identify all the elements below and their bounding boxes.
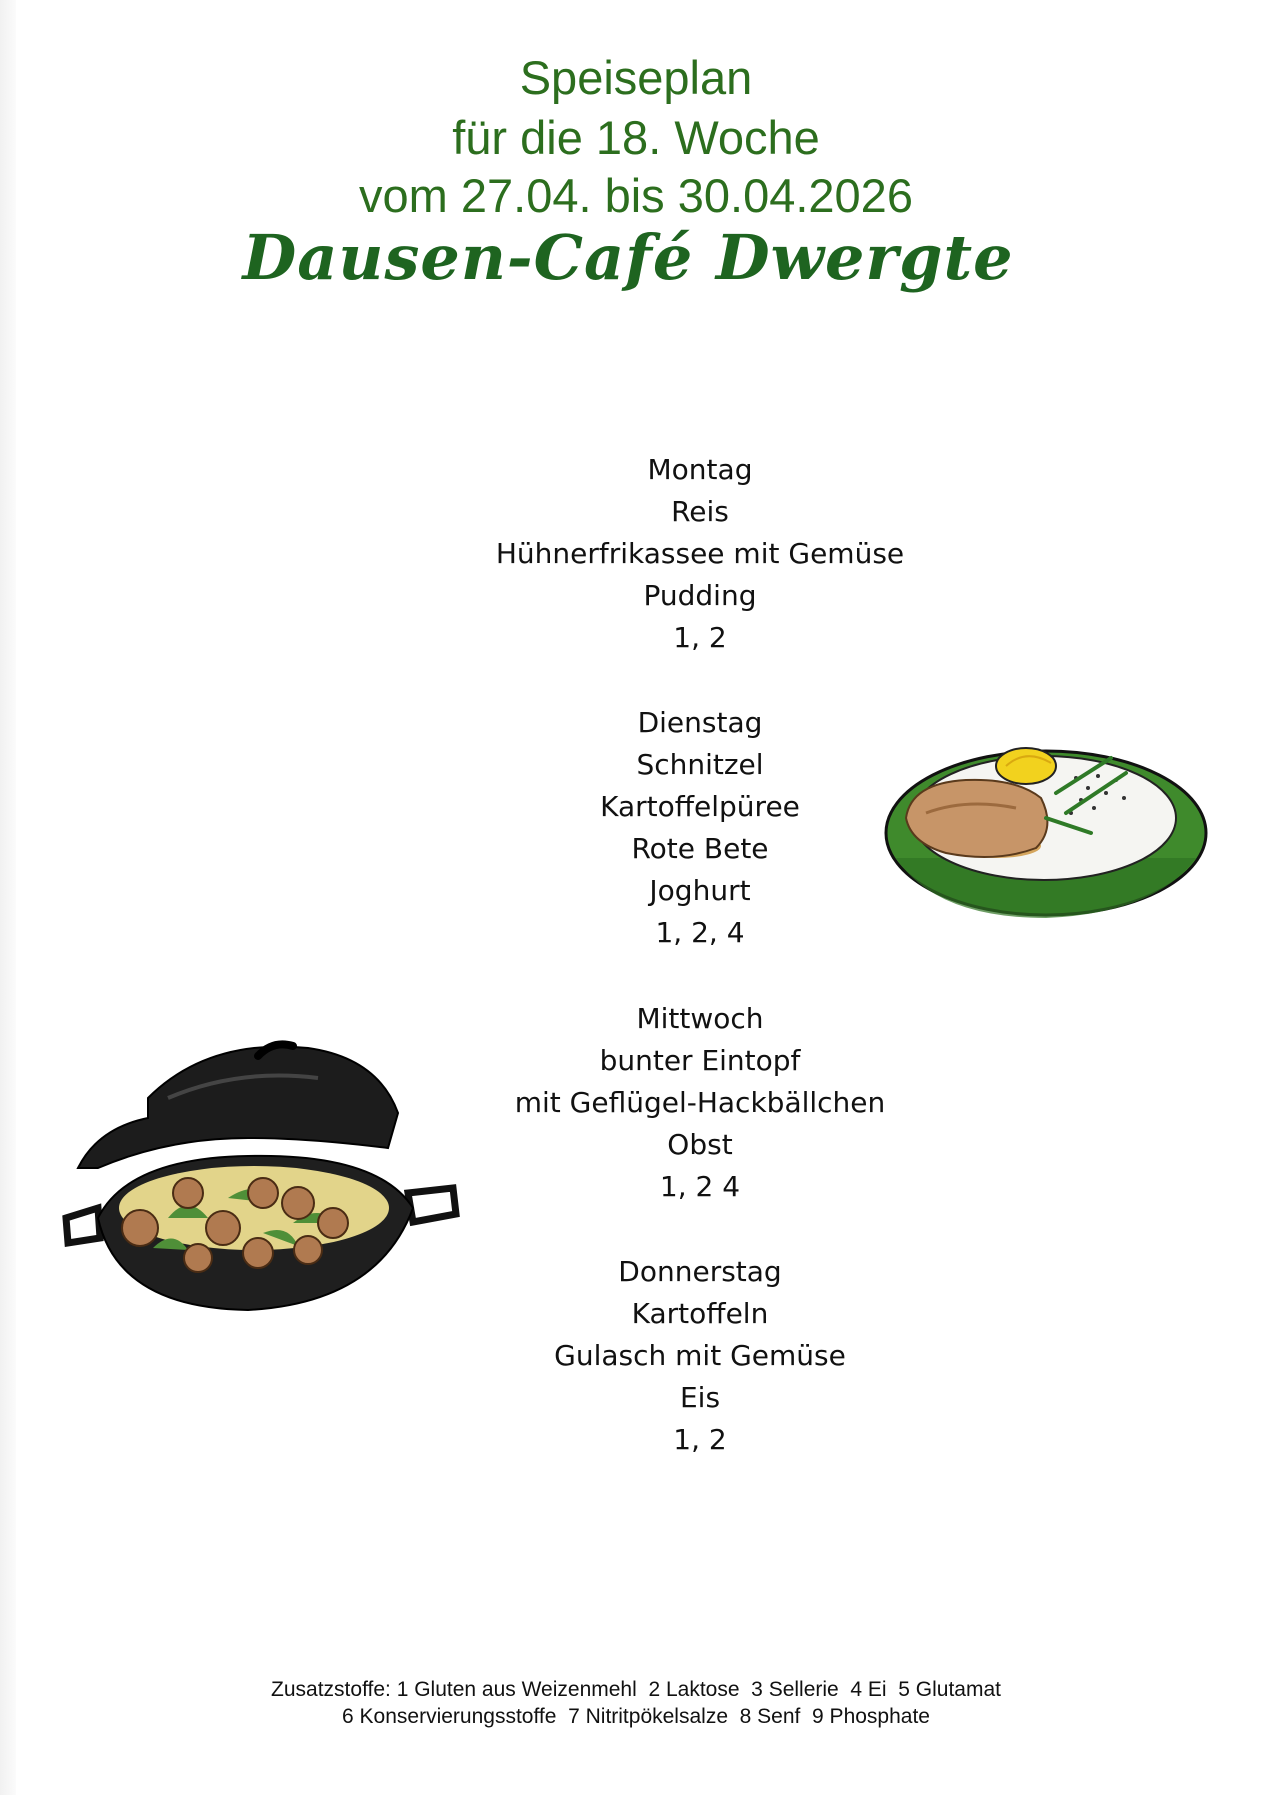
menu-day-montag	[440, 449, 960, 659]
dish: Hühnerfrikassee mit Gemüse	[495, 537, 905, 570]
schnitzel-plate-illustration	[876, 718, 1216, 948]
title-line-speiseplan: Speiseplan	[519, 51, 753, 104]
additives-line-1: Zusatzstoffe: 1 Gluten aus Weizenmehl 2 Laktose 3 Sellerie 4 Ei 5 Glutamat	[271, 1678, 1001, 1701]
title-line-dates: vom 27.04. bis 30.04.2026	[359, 169, 913, 222]
day-name: Dienstag	[637, 706, 763, 739]
day-name: Donnerstag	[618, 1255, 782, 1288]
allergen-codes: 1, 2	[673, 621, 727, 654]
dish: Pudding	[643, 579, 757, 612]
menu-day-donnerstag	[440, 1251, 960, 1461]
dish: Obst	[667, 1128, 733, 1161]
dish: Schnitzel	[636, 748, 764, 781]
dish: Gulasch mit Gemüse	[554, 1339, 846, 1372]
dish: Reis	[671, 495, 729, 528]
dish: bunter Eintopf	[599, 1044, 801, 1077]
day-name: Montag	[647, 453, 753, 486]
allergen-codes: 1, 2	[673, 1423, 727, 1456]
dish: Kartoffelpüree	[600, 790, 800, 823]
allergen-codes: 1, 2, 4	[655, 916, 745, 949]
dish: Joghurt	[649, 874, 751, 907]
allergen-codes: 1, 2 4	[659, 1170, 741, 1203]
dish: Kartoffeln	[631, 1297, 769, 1330]
cafe-name: Dausen-Café Dwergte	[242, 221, 1014, 294]
wok-stew-illustration	[58, 1018, 478, 1318]
dish: Rote Bete	[631, 832, 769, 865]
dish: Eis	[679, 1381, 721, 1414]
title-line-week: für die 18. Woche	[452, 111, 820, 164]
additives-legend	[0, 1676, 1272, 1730]
dish: mit Geflügel-Hackbällchen	[514, 1086, 886, 1119]
additives-line-2: 6 Konservierungsstoffe 7 Nitritpökelsalze 8 Senf 9 Phosphate	[342, 1705, 930, 1728]
day-name: Mittwoch	[636, 1002, 764, 1035]
menu-day-mittwoch	[440, 998, 960, 1208]
